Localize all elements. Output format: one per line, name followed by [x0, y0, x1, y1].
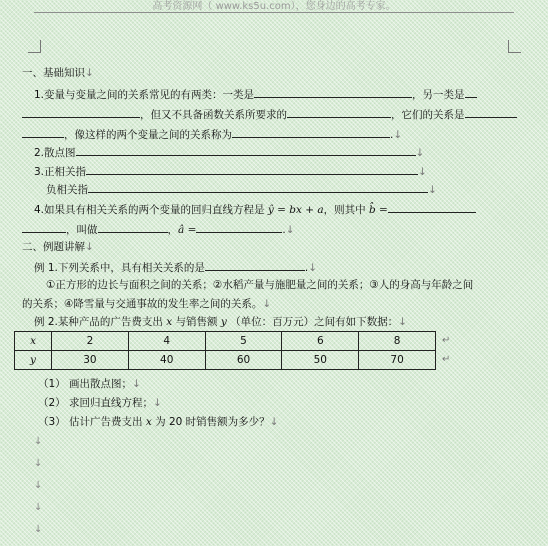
page-header: [0, 0, 548, 14]
q1-blank-5[interactable]: [465, 106, 517, 118]
table-cell: 30: [52, 351, 129, 370]
table-cell: 4: [128, 332, 205, 351]
ex2-q1-text: （1） 画出散点图；: [38, 378, 133, 390]
header-text: 高考资源网（ www.ks5u.com），您身边的高考专家。: [152, 1, 396, 12]
margin-corner-right: [508, 40, 521, 53]
q4-line1: [34, 201, 476, 217]
empty-paragraph: ↓: [34, 480, 43, 491]
ex2-intro: 例 2.某种产品的广告费支出 x 与销售额 y （单位：百万元）之间有如下数据：↓: [34, 316, 407, 328]
table-cell: 70: [359, 351, 436, 370]
q4-a-hat: â =: [178, 224, 197, 236]
table-cell: 5: [205, 332, 282, 351]
data-table: [14, 331, 436, 370]
q3a-blank[interactable]: [86, 163, 418, 175]
q1-line2-text-a: ，但又不具备函数关系所要求的: [140, 109, 287, 121]
q1-blank-4[interactable]: [287, 106, 391, 118]
ex2-q1: （1） 画出散点图；↓: [38, 378, 141, 390]
row-end-mark: ↵: [442, 354, 451, 365]
empty-paragraph: ↓: [34, 502, 43, 513]
ex2-var-x: x: [166, 316, 173, 328]
q3b-blank[interactable]: [88, 181, 428, 193]
ex2-q3-text-a: （3） 估计广告费支出: [38, 416, 143, 428]
table-cell: y: [15, 351, 52, 370]
q1-blank-2[interactable]: [465, 86, 477, 98]
table-cell: 50: [282, 351, 359, 370]
table-cell: 2: [52, 332, 129, 351]
q4-blank-3[interactable]: [98, 221, 168, 233]
margin-corner-left: [28, 40, 41, 53]
q1-line1-text-b: ，另一类是: [412, 89, 465, 101]
section1-title: 一、基础知识↓: [22, 67, 94, 79]
ex1-line2: [46, 278, 473, 292]
ex2-intro-a: 例 2.某种产品的广告费支出: [34, 316, 163, 328]
q3a-line: 3.正相关指 ↓: [34, 163, 427, 179]
q2-line: 2.散点图 ↓: [34, 144, 424, 160]
q1-blank-6[interactable]: [22, 126, 64, 138]
q1-line2-text-b: ，它们的关系是: [391, 109, 465, 121]
ex1-line3: 的关系；④降雪量与交通事故的发生率之间的关系。↓: [22, 298, 272, 310]
empty-paragraph: ↓: [34, 458, 43, 469]
ex2-q3: （3） 估计广告费支出 x 为 20 时销售额为多少？↓: [38, 416, 279, 428]
ex2-q3-var: x: [145, 416, 152, 428]
table-cell: 60: [205, 351, 282, 370]
q4-blank-4[interactable]: [196, 221, 282, 233]
table-cell: 8: [359, 332, 436, 351]
ex2-var-y: y: [220, 316, 227, 328]
empty-paragraph: ↓: [34, 524, 43, 535]
q1-line3: ，像这样的两个变量之间的关系称为 .↓: [22, 126, 402, 142]
q4-blank-1[interactable]: [388, 201, 476, 213]
table-row-y: [15, 351, 436, 370]
header-rule: [34, 12, 514, 13]
section2-title: 二、例题讲解↓: [22, 241, 94, 253]
section2-title-text: 二、例题讲解: [22, 241, 85, 253]
q4-text-a: 4.如果具有相关关系的两个变量的回归直线方程是: [34, 204, 265, 216]
q4-text-b: ，则其中: [323, 204, 366, 216]
q4-b-hat: b̂ =: [369, 204, 388, 216]
ex1-line1: 例 1.下列关系中，具有相关关系的是 .↓: [34, 259, 317, 275]
table-cell: 40: [128, 351, 205, 370]
ex1-blank[interactable]: [205, 259, 305, 271]
q3b-line: 负相关指 ↓: [46, 181, 437, 197]
ex2-q2: （2） 求回归直线方程；↓: [38, 397, 162, 409]
q4-line2: ，叫做 ，â = .↓: [22, 221, 295, 237]
q2-text: 2.散点图: [34, 147, 76, 159]
q4-blank-2[interactable]: [22, 221, 66, 233]
q1-line1-text-a: 1.变量与变量之间的关系常见的有两类：一类是: [34, 89, 255, 101]
ex2-intro-c: （单位：百万元）之间有如下数据：: [230, 316, 399, 328]
q1-blank-1[interactable]: [254, 86, 412, 98]
ex2-q3-text-b: 为 20 时销售额为多少？: [155, 416, 270, 428]
q4-equation: ŷ = bx + a: [267, 204, 324, 216]
ex1-text: 例 1.下列关系中，具有相关关系的是: [34, 262, 205, 274]
row-end-mark: ↵: [442, 335, 451, 346]
q3a-text: 3.正相关指: [34, 166, 87, 178]
table-cell: x: [15, 332, 52, 351]
q4-text-c: ，叫做: [66, 224, 98, 236]
ex1-options-a: ①正方形的边长与面积之间的关系；②水稻产量与施肥量之间的关系；③人的身高与年龄之间: [46, 279, 474, 291]
table-row-x: [15, 332, 436, 351]
ex2-intro-b: 与销售额: [175, 316, 218, 328]
table-cell: 6: [282, 332, 359, 351]
empty-paragraph: ↓: [34, 436, 43, 447]
section1-title-text: 一、基础知识: [22, 67, 85, 79]
ex1-options-b: 的关系；④降雪量与交通事故的发生率之间的关系。: [22, 298, 263, 310]
q1-blank-3[interactable]: [22, 106, 140, 118]
q1-line1: [34, 86, 477, 102]
q1-blank-7[interactable]: [232, 126, 390, 138]
ex2-q2-text: （2） 求回归直线方程；: [38, 397, 154, 409]
q1-line2: [22, 106, 517, 122]
q1-line3-text: ，像这样的两个变量之间的关系称为: [64, 129, 232, 141]
q2-blank[interactable]: [76, 144, 416, 156]
q3b-text: 负相关指: [46, 184, 88, 196]
